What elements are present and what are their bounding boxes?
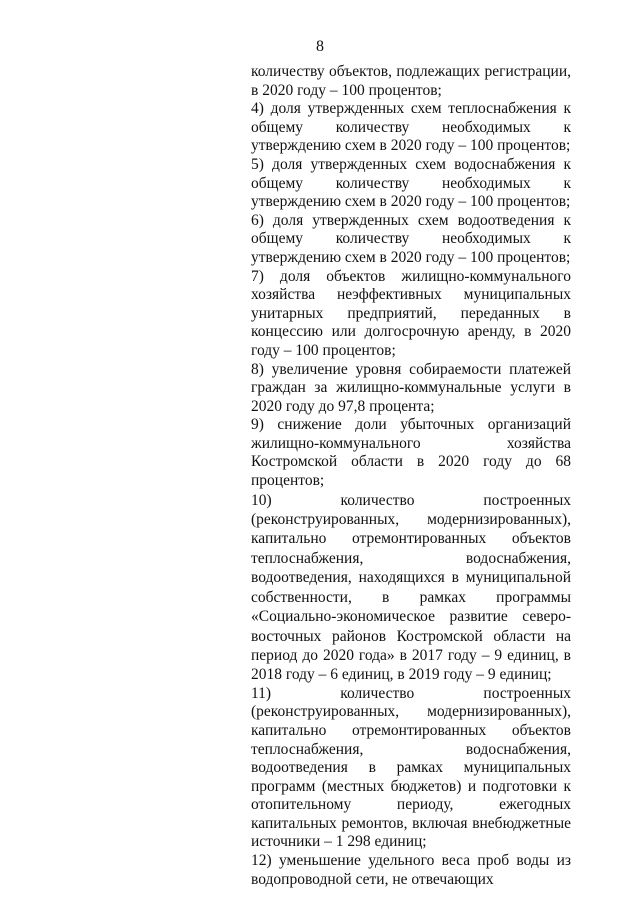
document-body: [251, 63, 571, 889]
paragraph-heat-supply: 4) доля утвержденных схем теплоснабжения к общему количеству необходимых к утверждению схем в 2020 году – 100 процентов;: [251, 100, 571, 155]
paragraph-water-supply: 5) доля утвержденных схем водоснабжения к общему количеству необходимых к утверждению схем в 2020 году – 100 процентов;: [251, 155, 571, 211]
paragraph-water-samples: 12) уменьшение удельного веса проб воды из водопроводной сети, не отвечающих: [251, 852, 571, 888]
paragraph-concession: 7) доля объектов жилищно-коммунального хозяйства неэффективных муниципальных унитарных предприятий, переданных в концессию или долгосрочную аренду, в 2020 году – 100 процентов;: [251, 267, 571, 359]
page-number: 8: [316, 38, 324, 55]
paragraph-payments: 8) увеличение уровня собираемости платежей граждан за жилищно-коммунальные услуги в 2020 году до 97,8 процента;: [251, 360, 571, 415]
paragraph-drainage: 6) доля утвержденных схем водоотведения к общему количеству необходимых к утверждению схем в 2020 году – 100 процентов;: [251, 211, 571, 266]
paragraph-program-objects: 10) количество построенных (реконструированных, модернизированных), капитально отремонтированных объектов теплоснабжения, водоснабжения, водоотведения, находящихся в муниципальной собственности, в рамках программы «Социально-экономическое развитие северо-восточных районов Костромской области на период до 2020 года» в 2017 году – 9 единиц, в 2018 году – 6 единиц, в 2019 году – 9 единиц;: [251, 491, 571, 684]
paragraph-municipal-programs: 11) количество построенных (реконструированных, модернизированных), капитально отремонтированных объектов теплоснабжения, водоснабжения, водоотведения в рамках муниципальных программ (местных бюджетов) и подготовки к отопительному периоду, ежегодных капитальных ремонтов, включая внебюджетные источники – 1 298 единиц;: [251, 684, 571, 851]
paragraph-registration: количеству объектов, подлежащих регистрации, в 2020 году – 100 процентов;: [251, 63, 571, 99]
paragraph-unprofitable: 9) снижение доли убыточных организаций жилищно-коммунального хозяйства Костромской области в 2020 году до 68 процентов;: [251, 416, 571, 490]
